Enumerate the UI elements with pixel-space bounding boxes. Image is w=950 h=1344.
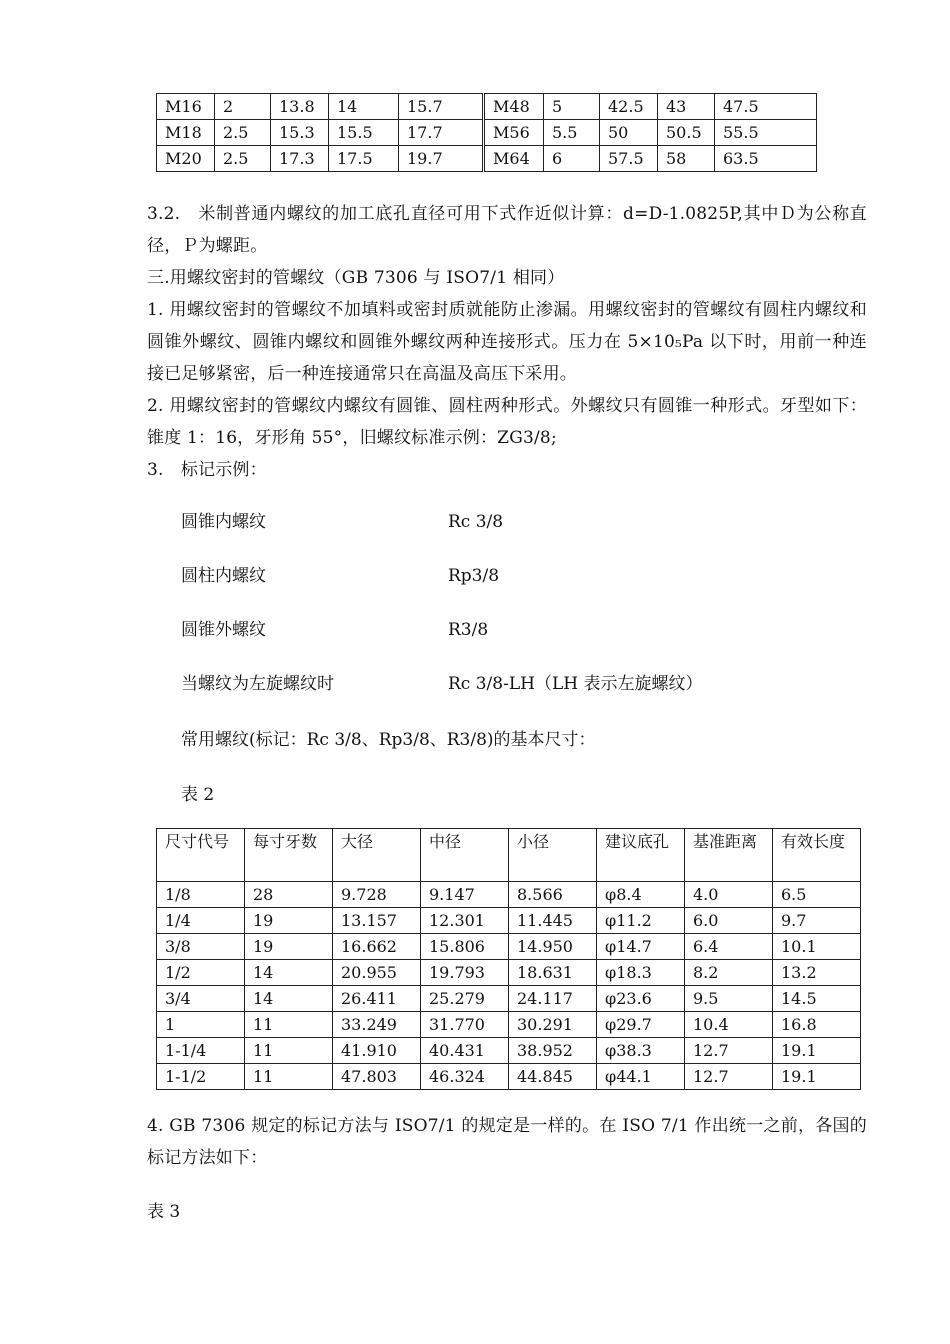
table-cell: 19 — [245, 934, 333, 960]
table-cell: 2 — [215, 94, 271, 120]
example-name: 圆柱内螺纹 — [181, 566, 266, 586]
table-row — [157, 94, 817, 120]
table-cell: 11 — [245, 1064, 333, 1090]
pipe-thread-table-2 — [156, 828, 861, 1090]
paragraph-3: 3. 标记示例： — [147, 460, 267, 480]
common-threads-caption: 常用螺纹(标记：Rc 3/8、Rp3/8、R3/8)的基本尺寸： — [181, 730, 596, 750]
table-cell: 6 — [544, 146, 600, 172]
table-cell: M56 — [484, 120, 544, 146]
table-cell: 3/4 — [157, 986, 245, 1012]
example-name: 圆锥内螺纹 — [181, 512, 266, 532]
table-cell: 58 — [658, 146, 715, 172]
table-cell: M64 — [484, 146, 544, 172]
table-cell: 9.147 — [421, 882, 509, 908]
table-cell: 41.910 — [333, 1038, 421, 1064]
column-header: 建议底孔 — [597, 829, 685, 882]
table-2-label: 表 2 — [181, 785, 215, 805]
table-cell: 12.301 — [421, 908, 509, 934]
table-cell: 11 — [245, 1012, 333, 1038]
table-cell: 14.5 — [773, 986, 861, 1012]
table-cell: 8.566 — [509, 882, 597, 908]
table-cell: 4.0 — [685, 882, 773, 908]
table-cell: φ29.7 — [597, 1012, 685, 1038]
table-cell: 2.5 — [215, 120, 271, 146]
section-heading-3: 三.用螺纹密封的管螺纹（GB 7306 与 ISO7/1 相同） — [147, 268, 565, 288]
paragraph-4: 4. GB 7306 规定的标记方法与 ISO7/1 的规定是一样的。在 ISO 7/1 作出统一之前，各国的标记方法如下： — [147, 1116, 867, 1168]
example-mark: Rp3/8 — [448, 566, 500, 586]
table-cell: φ8.4 — [597, 882, 685, 908]
table-cell: 1/4 — [157, 908, 245, 934]
table-cell: 15.806 — [421, 934, 509, 960]
table-cell: 13.157 — [333, 908, 421, 934]
table-cell: 28 — [245, 882, 333, 908]
column-header: 小径 — [509, 829, 597, 882]
table-cell: 14.950 — [509, 934, 597, 960]
table-cell: 10.1 — [773, 934, 861, 960]
example-name: 圆锥外螺纹 — [181, 620, 266, 640]
paragraph-3-2: 3.2. 米制普通内螺纹的加工底孔直径可用下式作近似计算：d=D-1.0825P,其中Ｄ为公称直径，Ｐ为螺距。 — [147, 204, 867, 256]
pipe-thread-table-2-body — [157, 829, 861, 1090]
table-cell: 6.5 — [773, 882, 861, 908]
table-row — [157, 146, 817, 172]
table-3-label: 表 3 — [147, 1202, 181, 1222]
table-cell: 14 — [245, 960, 333, 986]
table-cell: 33.249 — [333, 1012, 421, 1038]
table-cell: 1/8 — [157, 882, 245, 908]
table-cell: 15.3 — [271, 120, 329, 146]
table-cell: M48 — [484, 94, 544, 120]
table-cell: 30.291 — [509, 1012, 597, 1038]
table-cell: 19.7 — [399, 146, 484, 172]
table-cell: M16 — [157, 94, 215, 120]
table-cell: 17.3 — [271, 146, 329, 172]
table-cell: 5.5 — [544, 120, 600, 146]
table-cell: 6.4 — [685, 934, 773, 960]
table-cell: 1-1/4 — [157, 1038, 245, 1064]
column-header: 尺寸代号 — [157, 829, 245, 882]
table-cell: 14 — [329, 94, 399, 120]
table-cell: 43 — [658, 94, 715, 120]
table-cell: 15.5 — [329, 120, 399, 146]
table-cell: 50 — [600, 120, 658, 146]
thread-table-1 — [156, 93, 817, 172]
table-cell: 55.5 — [715, 120, 817, 146]
table-row — [157, 120, 817, 146]
column-header: 中径 — [421, 829, 509, 882]
table-cell: 5 — [544, 94, 600, 120]
table-cell: 3/8 — [157, 934, 245, 960]
table-row — [157, 882, 861, 908]
table-cell: 40.431 — [421, 1038, 509, 1064]
table-cell: 47.5 — [715, 94, 817, 120]
table-cell: 14 — [245, 986, 333, 1012]
table-cell: 15.7 — [399, 94, 484, 120]
paragraph-2: 2. 用螺纹密封的管螺纹内螺纹有圆锥、圆柱两种形式。外螺纹只有圆锥一种形式。牙型如下：锥度 1：16，牙形角 55°，旧螺纹标准示例：ZG3/8; — [147, 396, 867, 448]
table-cell: 13.8 — [271, 94, 329, 120]
table-cell: 17.7 — [399, 120, 484, 146]
table-cell: 44.845 — [509, 1064, 597, 1090]
table-cell: 20.955 — [333, 960, 421, 986]
table-cell: 63.5 — [715, 146, 817, 172]
table-cell: 46.324 — [421, 1064, 509, 1090]
table-cell: 42.5 — [600, 94, 658, 120]
table-cell: M20 — [157, 146, 215, 172]
table-cell: 2.5 — [215, 146, 271, 172]
table-cell: 47.803 — [333, 1064, 421, 1090]
table-cell: φ44.1 — [597, 1064, 685, 1090]
table-cell: 18.631 — [509, 960, 597, 986]
table-cell: 19 — [245, 908, 333, 934]
table-cell: 38.952 — [509, 1038, 597, 1064]
table-cell: 6.0 — [685, 908, 773, 934]
table-cell: 12.7 — [685, 1038, 773, 1064]
table-cell: φ11.2 — [597, 908, 685, 934]
table-cell: 31.770 — [421, 1012, 509, 1038]
table-cell: 1/2 — [157, 960, 245, 986]
table-cell: 50.5 — [658, 120, 715, 146]
example-mark: Rc 3/8 — [448, 512, 504, 532]
table-cell: 11 — [245, 1038, 333, 1064]
table-cell: 10.4 — [685, 1012, 773, 1038]
table-cell: 26.411 — [333, 986, 421, 1012]
table-cell: M18 — [157, 120, 215, 146]
table-cell: φ23.6 — [597, 986, 685, 1012]
table-row — [157, 986, 861, 1012]
column-header: 大径 — [333, 829, 421, 882]
table-cell: 19.1 — [773, 1064, 861, 1090]
table-cell: 12.7 — [685, 1064, 773, 1090]
table-row — [157, 934, 861, 960]
table-cell: 24.117 — [509, 986, 597, 1012]
column-header: 每寸牙数 — [245, 829, 333, 882]
table-header-row — [157, 829, 861, 882]
example-name: 当螺纹为左旋螺纹时 — [181, 674, 334, 694]
table-cell: φ14.7 — [597, 934, 685, 960]
paragraph-1: 1. 用螺纹密封的管螺纹不加填料或密封质就能防止渗漏。用螺纹密封的管螺纹有圆柱内螺纹和圆锥外螺纹、圆锥内螺纹和圆锥外螺纹两种连接形式。压力在 5×10₅Pa 以下时，用前一种连接已足够紧密，后一种连接通常只在高温及高压下采用。 — [147, 300, 867, 384]
table-cell: 9.5 — [685, 986, 773, 1012]
table-row — [157, 908, 861, 934]
table-cell: 11.445 — [509, 908, 597, 934]
table-cell: 17.5 — [329, 146, 399, 172]
table-cell: 25.279 — [421, 986, 509, 1012]
table-row — [157, 1038, 861, 1064]
table-cell: 1-1/2 — [157, 1064, 245, 1090]
table-cell: 9.7 — [773, 908, 861, 934]
table-cell: 9.728 — [333, 882, 421, 908]
table-cell: 19.1 — [773, 1038, 861, 1064]
table-cell: φ38.3 — [597, 1038, 685, 1064]
column-header: 基准距离 — [685, 829, 773, 882]
thread-table-1-body — [157, 94, 817, 172]
table-row — [157, 960, 861, 986]
table-row — [157, 1012, 861, 1038]
example-mark: Rc 3/8-LH（LH 表示左旋螺纹） — [448, 674, 703, 694]
table-row — [157, 1064, 861, 1090]
table-cell: 19.793 — [421, 960, 509, 986]
example-mark: R3/8 — [448, 620, 489, 640]
table-cell: 57.5 — [600, 146, 658, 172]
column-header: 有效长度 — [773, 829, 861, 882]
table-cell: φ18.3 — [597, 960, 685, 986]
table-cell: 8.2 — [685, 960, 773, 986]
table-cell: 13.2 — [773, 960, 861, 986]
table-cell: 16.662 — [333, 934, 421, 960]
table-cell: 1 — [157, 1012, 245, 1038]
table-cell: 16.8 — [773, 1012, 861, 1038]
